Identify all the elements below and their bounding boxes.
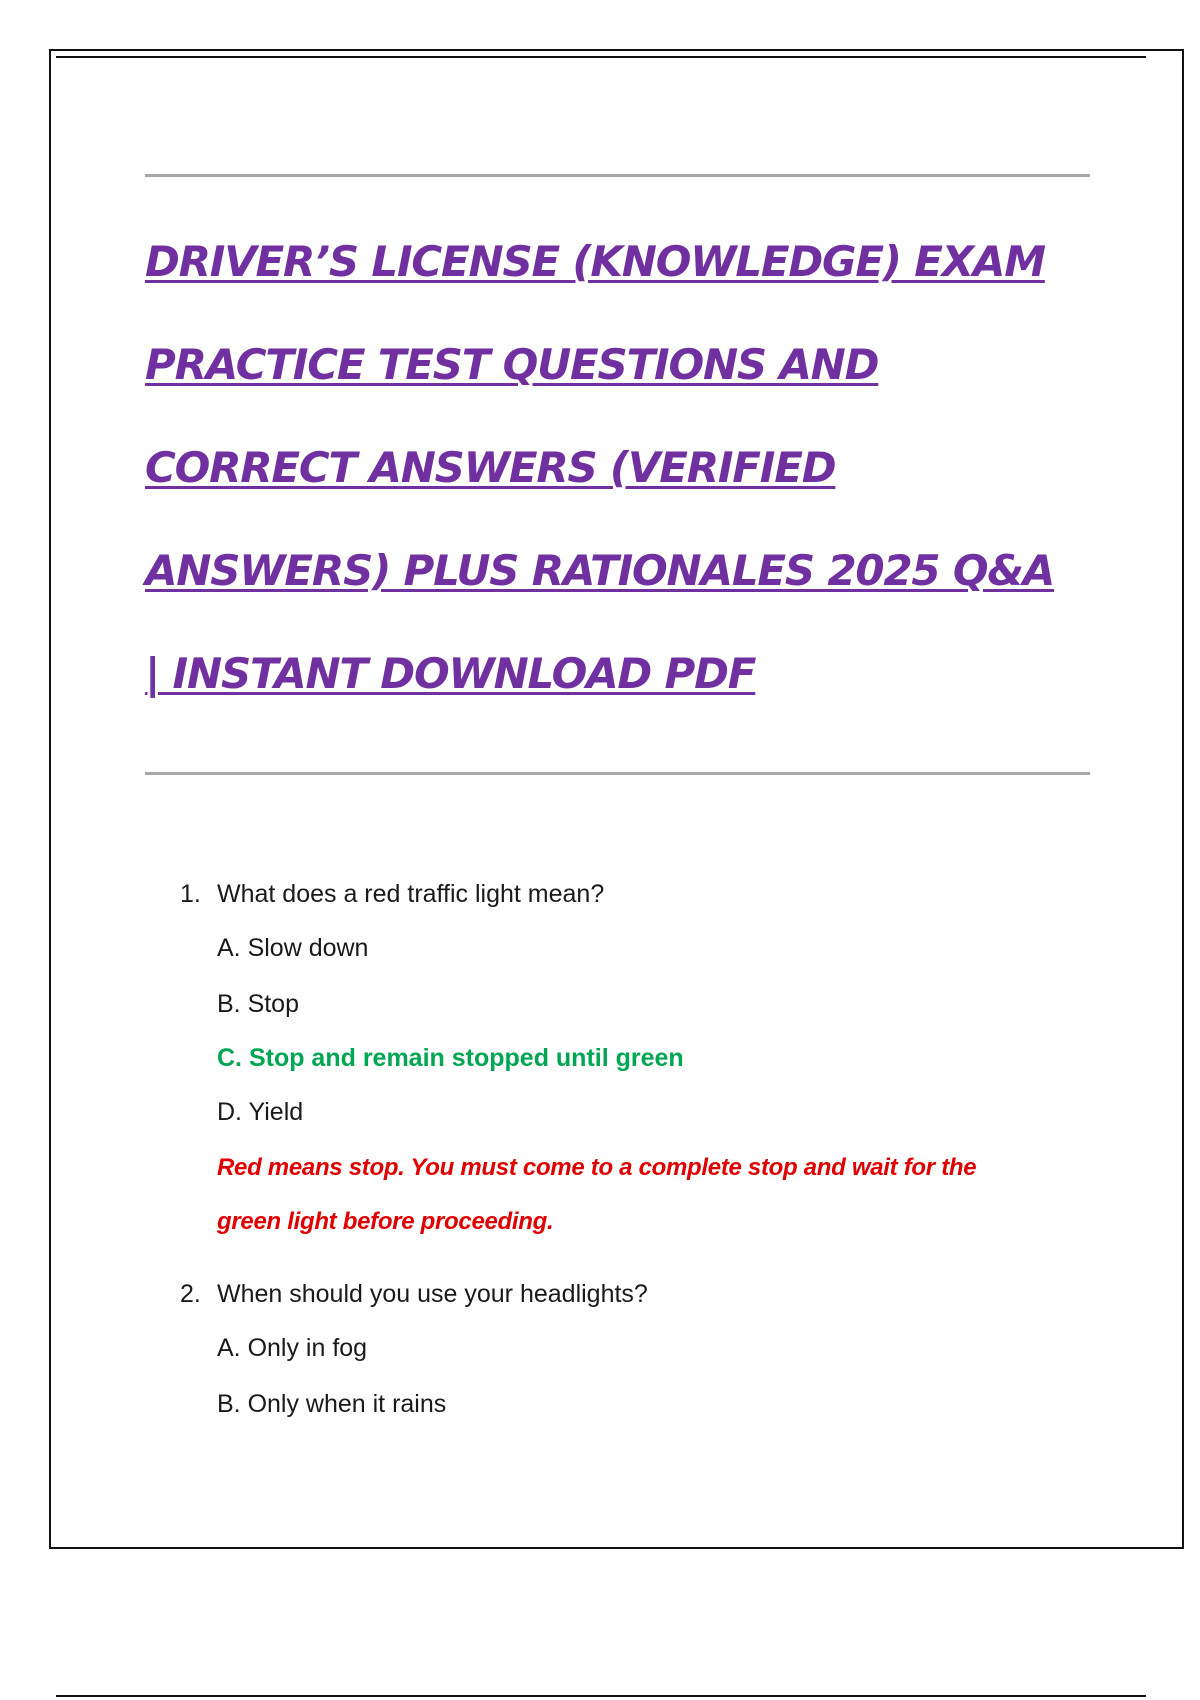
title-line-3: CORRECT ANSWERS (VERIFIED: [145, 443, 836, 492]
title-line-5: | INSTANT DOWNLOAD PDF: [145, 649, 756, 698]
question-text: 2. When should you use your headlights?: [180, 1280, 648, 1308]
question-number: 2.: [180, 1280, 201, 1308]
bottom-rule: [56, 1695, 1146, 1697]
option-a: A. Only in fog: [217, 1334, 368, 1362]
question-text: 1. What does a red traffic light mean?: [180, 880, 605, 908]
option-c-correct: C. Stop and remain stopped until green: [217, 1044, 684, 1072]
question-number: 1.: [180, 880, 201, 908]
top-rule: [56, 56, 1146, 58]
rationale-line-2: green light before proceeding.: [217, 1208, 554, 1235]
option-a: A. Slow down: [217, 934, 369, 962]
title-line-1: DRIVER’S LICENSE (KNOWLEDGE) EXAM: [145, 237, 1045, 286]
title-line-2: PRACTICE TEST QUESTIONS AND: [145, 340, 879, 389]
option-b: B. Only when it rains: [217, 1390, 447, 1418]
title-bottom-divider: [145, 772, 1090, 775]
option-b: B. Stop: [217, 990, 299, 1018]
title-line-4: ANSWERS) PLUS RATIONALES 2025 Q&A: [145, 546, 1055, 595]
document-title: [145, 210, 1105, 725]
rationale-line-1: Red means stop. You must come to a complete stop and wait for the: [217, 1154, 977, 1181]
option-d: D. Yield: [217, 1098, 304, 1126]
title-top-divider: [145, 174, 1090, 177]
